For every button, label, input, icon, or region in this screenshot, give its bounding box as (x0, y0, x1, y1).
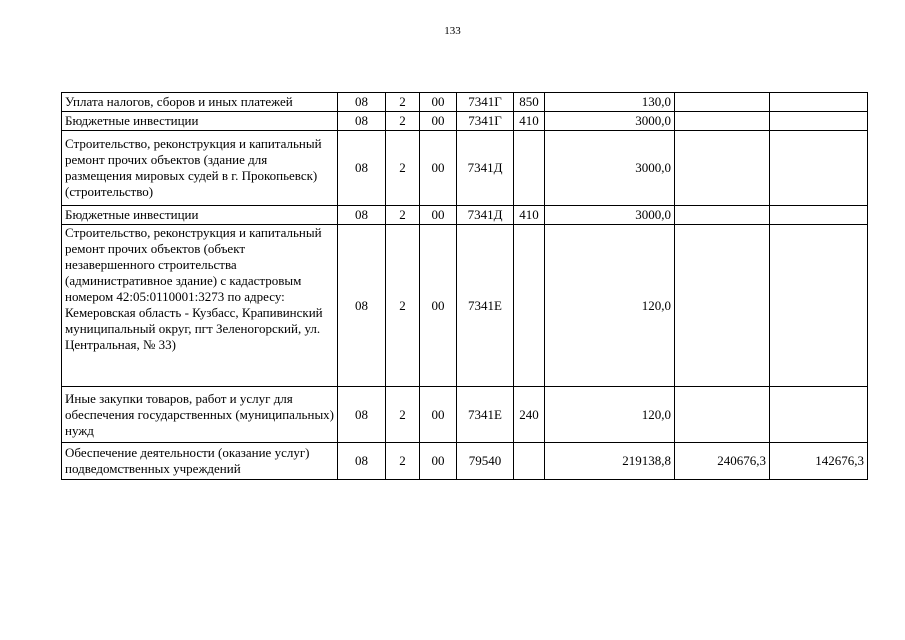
row-name: Уплата налогов, сборов и иных платежей (62, 93, 338, 112)
row-subsection: 2 (386, 206, 420, 225)
row-value-3 (770, 206, 868, 225)
row-name: Строительство, реконструкция и капитальный ремонт прочих объектов (здание для размещения мировых судей в г. Прокопьевск) (строительство) (62, 131, 338, 206)
row-section: 08 (338, 206, 386, 225)
row-value-3 (770, 387, 868, 443)
row-group: 00 (420, 206, 457, 225)
row-code: 7341Е (457, 387, 514, 443)
row-name: Иные закупки товаров, работ и услуг для обеспечения государственных (муниципальных) нужд (62, 387, 338, 443)
row-section: 08 (338, 93, 386, 112)
row-value-1: 120,0 (545, 387, 675, 443)
table-row (62, 225, 868, 387)
row-value-2 (675, 93, 770, 112)
budget-table (61, 92, 868, 480)
row-group: 00 (420, 387, 457, 443)
row-type: 240 (514, 387, 545, 443)
table-row (62, 112, 868, 131)
row-value-3 (770, 131, 868, 206)
row-type: 410 (514, 112, 545, 131)
row-subsection: 2 (386, 112, 420, 131)
table-row (62, 206, 868, 225)
row-value-1: 219138,8 (545, 443, 675, 480)
row-code: 79540 (457, 443, 514, 480)
page-number: 133 (444, 25, 461, 37)
row-value-3 (770, 93, 868, 112)
row-name: Строительство, реконструкция и капитальный ремонт прочих объектов (объект незавершенного строительства (административное здание) с кадастровым номером 42:05:0110001:3273 по адресу: Кемеровская область - Кузбасс, Крапивинский муниципальный округ, пгт Зеленогорский, ул. Центральная, № 33) (62, 225, 338, 387)
row-value-2 (675, 387, 770, 443)
row-type: 410 (514, 206, 545, 225)
row-value-1: 120,0 (545, 225, 675, 387)
row-section: 08 (338, 112, 386, 131)
row-section: 08 (338, 387, 386, 443)
row-code: 7341Г (457, 112, 514, 131)
row-value-2 (675, 112, 770, 131)
row-type (514, 225, 545, 387)
row-value-2 (675, 206, 770, 225)
row-value-1: 3000,0 (545, 206, 675, 225)
row-value-2: 240676,3 (675, 443, 770, 480)
row-code: 7341Е (457, 225, 514, 387)
row-group: 00 (420, 225, 457, 387)
row-subsection: 2 (386, 131, 420, 206)
row-subsection: 2 (386, 225, 420, 387)
row-value-1: 3000,0 (545, 131, 675, 206)
row-value-2 (675, 225, 770, 387)
row-value-3 (770, 225, 868, 387)
table-row (62, 443, 868, 480)
table-row (62, 387, 868, 443)
row-value-3: 142676,3 (770, 443, 868, 480)
row-subsection: 2 (386, 387, 420, 443)
row-value-1: 3000,0 (545, 112, 675, 131)
row-group: 00 (420, 443, 457, 480)
row-group: 00 (420, 131, 457, 206)
row-subsection: 2 (386, 443, 420, 480)
row-type: 850 (514, 93, 545, 112)
row-value-3 (770, 112, 868, 131)
row-name: Обеспечение деятельности (оказание услуг) подведомственных учреждений (62, 443, 338, 480)
row-group: 00 (420, 93, 457, 112)
row-group: 00 (420, 112, 457, 131)
row-value-2 (675, 131, 770, 206)
row-name: Бюджетные инвестиции (62, 112, 338, 131)
row-value-1: 130,0 (545, 93, 675, 112)
row-code: 7341Г (457, 93, 514, 112)
row-code: 7341Д (457, 206, 514, 225)
table-row (62, 131, 868, 206)
table-row (62, 93, 868, 112)
row-section: 08 (338, 131, 386, 206)
row-subsection: 2 (386, 93, 420, 112)
row-section: 08 (338, 225, 386, 387)
row-code: 7341Д (457, 131, 514, 206)
row-type (514, 443, 545, 480)
row-section: 08 (338, 443, 386, 480)
row-type (514, 131, 545, 206)
row-name: Бюджетные инвестиции (62, 206, 338, 225)
